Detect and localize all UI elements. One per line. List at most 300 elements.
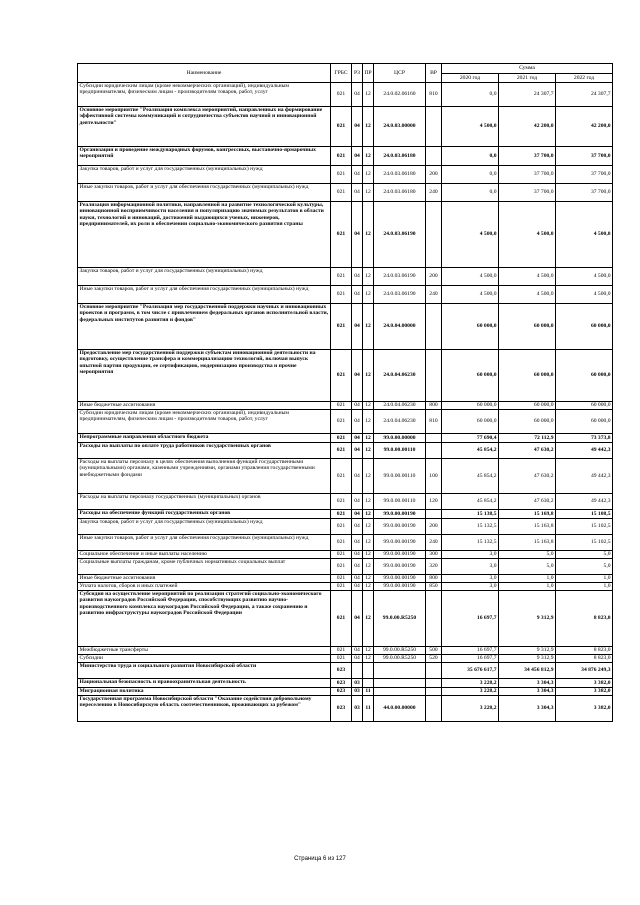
row-pr: 12 <box>363 107 374 147</box>
row-value-2022: 4 500,0 <box>556 286 613 304</box>
row-value-2022: 3 382,0 <box>556 679 613 688</box>
table-row <box>78 655 613 663</box>
row-name: Расходы на обеспечение функций государственных органов <box>78 510 331 519</box>
row-csr: 99.0.00.00110 <box>374 443 426 459</box>
row-pr: 12 <box>363 535 374 551</box>
table-row <box>78 350 613 402</box>
row-value-2020: 0,0 <box>442 147 499 166</box>
row-vr <box>426 688 442 696</box>
row-grbs: 021 <box>331 583 352 591</box>
row-value-2021: 15 163,8 <box>499 535 556 551</box>
row-pr: 12 <box>363 591 374 647</box>
budget-table <box>77 63 613 722</box>
row-pr: 12 <box>363 402 374 410</box>
row-value-2020: 3 228,2 <box>442 688 499 696</box>
row-value-2020: 35 676 617,7 <box>442 663 499 679</box>
row-vr: 800 <box>426 575 442 583</box>
row-value-2021: 60 000,0 <box>499 304 556 350</box>
row-csr: 99.0.00.00190 <box>374 575 426 583</box>
row-csr: 99.0.00.00190 <box>374 510 426 519</box>
row-value-2022: 15 102,5 <box>556 519 613 535</box>
row-name: Непрограммные направления областного бюджета <box>78 434 331 443</box>
row-pr: 12 <box>363 510 374 519</box>
row-csr: 99.0.00.R5250 <box>374 655 426 663</box>
row-name: Расходы на выплаты по оплате труда работников государственных органов <box>78 443 331 459</box>
row-value-2022: 5,0 <box>556 559 613 575</box>
row-grbs: 021 <box>331 575 352 583</box>
row-value-2021: 5,0 <box>499 551 556 559</box>
row-grbs: 023 <box>331 663 352 679</box>
row-value-2022: 8 823,0 <box>556 655 613 663</box>
row-value-2021: 34 456 812,9 <box>499 663 556 679</box>
row-csr: 99.0.00.00110 <box>374 494 426 510</box>
row-rz: 04 <box>352 83 363 107</box>
header-name: Наименование <box>78 64 331 83</box>
table-row <box>78 647 613 655</box>
row-pr: 12 <box>363 459 374 494</box>
row-name: Министерство труда и социального развития Новосибирской области <box>78 663 331 679</box>
row-value-2021: 9 312,9 <box>499 655 556 663</box>
row-csr: 24.0.03.06190 <box>374 202 426 268</box>
row-pr: 12 <box>363 583 374 591</box>
row-value-2021: 1,0 <box>499 575 556 583</box>
row-value-2022: 60 000,0 <box>556 410 613 434</box>
row-vr <box>426 304 442 350</box>
row-rz: 03 <box>352 679 363 688</box>
row-value-2020: 3 228,2 <box>442 679 499 688</box>
table-row <box>78 679 613 688</box>
row-value-2020: 4 500,0 <box>442 202 499 268</box>
row-csr <box>374 663 426 679</box>
row-name: Предоставление мер государственной поддержки субъектам инновационной деятельности на подготовку, осуществление трансфера и коммерциализацию технологий, включая выпуск опытной партии продукции, ее сертификацию, модернизацию производства и прочие мероприятия <box>78 350 331 402</box>
row-value-2020: 3,0 <box>442 583 499 591</box>
header-vr: ВР <box>426 64 442 83</box>
row-csr: 24.0.03.06190 <box>374 268 426 286</box>
row-grbs: 021 <box>331 410 352 434</box>
row-value-2021: 4 500,0 <box>499 268 556 286</box>
row-pr: 12 <box>363 410 374 434</box>
row-rz: 04 <box>352 286 363 304</box>
row-grbs: 021 <box>331 591 352 647</box>
row-grbs: 021 <box>331 147 352 166</box>
row-rz: 03 <box>352 696 363 722</box>
row-grbs: 021 <box>331 184 352 202</box>
row-vr: 810 <box>426 83 442 107</box>
table-row <box>78 107 613 147</box>
row-grbs: 021 <box>331 510 352 519</box>
row-name: Субсидии юридическим лицам (кроме некоммерческих организаций), индивидуальным предпринимателям, физическим лицам - производителям товаров, работ, услуг <box>78 410 331 434</box>
row-value-2020: 60 000,0 <box>442 410 499 434</box>
row-value-2021: 1,0 <box>499 583 556 591</box>
row-vr <box>426 510 442 519</box>
row-name: Закупка товаров, работ и услуг для государственных (муниципальных) нужд <box>78 519 331 535</box>
row-grbs: 021 <box>331 519 352 535</box>
row-name: Расходы на выплаты персоналу государственных (муниципальных) органов <box>78 494 331 510</box>
row-value-2022: 4 500,0 <box>556 268 613 286</box>
row-rz: 04 <box>352 107 363 147</box>
row-rz: 04 <box>352 402 363 410</box>
row-value-2020: 4 500,0 <box>442 286 499 304</box>
row-value-2021: 60 000,0 <box>499 350 556 402</box>
row-rz: 04 <box>352 535 363 551</box>
row-vr <box>426 107 442 147</box>
row-csr: 99.0.00.00190 <box>374 583 426 591</box>
header-year-2022: 2022 год <box>556 74 613 83</box>
row-value-2021: 15 169,8 <box>499 510 556 519</box>
table-row <box>78 166 613 184</box>
row-csr: 24.0.03.06180 <box>374 147 426 166</box>
row-pr <box>363 663 374 679</box>
row-rz <box>352 663 363 679</box>
row-grbs: 023 <box>331 679 352 688</box>
table-row <box>78 459 613 494</box>
row-csr: 24.0.04.06230 <box>374 410 426 434</box>
row-csr: 99.0.00.00000 <box>374 434 426 443</box>
row-value-2022: 37 700,0 <box>556 166 613 184</box>
row-name: Иные бюджетные ассигнования <box>78 402 331 410</box>
row-value-2022: 49 442,3 <box>556 459 613 494</box>
row-pr: 12 <box>363 494 374 510</box>
row-grbs: 021 <box>331 559 352 575</box>
row-grbs: 021 <box>331 443 352 459</box>
table-row <box>78 663 613 679</box>
row-value-2021: 3 304,3 <box>499 696 556 722</box>
row-value-2022: 1,0 <box>556 575 613 583</box>
table-row <box>78 83 613 107</box>
table-row <box>78 583 613 591</box>
row-value-2020: 45 854,2 <box>442 459 499 494</box>
row-name: Субсидии юридическим лицам (кроме некоммерческих организаций), индивидуальным предпринимателям, физическим лицам - производителям товаров, работ, услуг <box>78 83 331 107</box>
table-row <box>78 688 613 696</box>
table-row <box>78 696 613 722</box>
table-header <box>78 64 613 83</box>
row-name: Социальное обеспечение и иные выплаты населению <box>78 551 331 559</box>
row-pr: 12 <box>363 434 374 443</box>
row-pr: 12 <box>363 166 374 184</box>
row-value-2020: 60 000,0 <box>442 304 499 350</box>
row-name: Миграционная политика <box>78 688 331 696</box>
row-value-2020: 60 000,0 <box>442 350 499 402</box>
row-rz: 04 <box>352 202 363 268</box>
row-grbs: 021 <box>331 655 352 663</box>
row-rz: 04 <box>352 166 363 184</box>
row-vr: 100 <box>426 459 442 494</box>
row-grbs: 021 <box>331 350 352 402</box>
row-value-2020: 0,0 <box>442 166 499 184</box>
row-rz: 04 <box>352 350 363 402</box>
row-value-2022: 73 373,8 <box>556 434 613 443</box>
row-rz: 04 <box>352 410 363 434</box>
row-grbs: 021 <box>331 166 352 184</box>
row-pr: 12 <box>363 83 374 107</box>
row-value-2022: 8 823,0 <box>556 591 613 647</box>
table-row <box>78 268 613 286</box>
row-pr: 12 <box>363 575 374 583</box>
row-name: Субсидия на осуществление мероприятий по реализации стратегий социально-экономического развития наукоградов Российской Федерации, способствующих развитию научно-производственного комплекса наукоградов Российской Федерации, а также сохранению и развитию инфраструктуры наукоградов Российской Федерации <box>78 591 331 647</box>
row-rz: 04 <box>352 655 363 663</box>
row-csr: 99.0.00.00190 <box>374 519 426 535</box>
row-name: Субсидии <box>78 655 331 663</box>
row-csr: 99.0.00.00190 <box>374 551 426 559</box>
row-csr: 24.0.04.06230 <box>374 350 426 402</box>
row-name: Реализация информационной политики, направленной на развитие технологической культуры, инновационной восприимчивости населения и популяризацию значимых результатов в области науки, технологий и инноваций, достижений выдающихся ученых, инженеров, предпринимателей, их роли в обеспечении социально-экономического развития страны <box>78 202 331 268</box>
row-value-2020: 3,0 <box>442 559 499 575</box>
row-grbs: 021 <box>331 202 352 268</box>
row-grbs: 021 <box>331 434 352 443</box>
row-rz: 04 <box>352 583 363 591</box>
row-grbs: 021 <box>331 494 352 510</box>
row-value-2020: 3 228,2 <box>442 696 499 722</box>
row-name: Социальные выплаты гражданам, кроме публичных нормативных социальных выплат <box>78 559 331 575</box>
row-rz: 04 <box>352 304 363 350</box>
row-csr: 99.0.00.00190 <box>374 535 426 551</box>
table-row <box>78 410 613 434</box>
row-pr: 12 <box>363 304 374 350</box>
row-name: Закупка товаров, работ и услуг для государственных (муниципальных) нужд <box>78 166 331 184</box>
row-value-2022: 37 700,0 <box>556 184 613 202</box>
row-rz: 04 <box>352 184 363 202</box>
row-name: Национальная безопасность и правоохранительная деятельность <box>78 679 331 688</box>
row-name: Иные закупки товаров, работ и услуг для обеспечения государственных (муниципальных) нужд <box>78 535 331 551</box>
row-value-2021: 4 500,0 <box>499 286 556 304</box>
row-value-2020: 15 138,5 <box>442 510 499 519</box>
row-csr <box>374 688 426 696</box>
row-value-2020: 15 132,5 <box>442 535 499 551</box>
header-csr: ЦСР <box>374 64 426 83</box>
row-pr: 12 <box>363 443 374 459</box>
row-name: Основное мероприятие "Реализация мер государственной поддержки научных и инновационных проектов и программ, в том числе с привлечением федеральных органов исполнительной власти, федеральных институтов развития и фондов" <box>78 304 331 350</box>
table-row <box>78 494 613 510</box>
row-value-2022: 60 000,0 <box>556 304 613 350</box>
row-value-2020: 0,0 <box>442 83 499 107</box>
row-pr: 12 <box>363 559 374 575</box>
page-number: Страница 6 из 127 <box>294 856 346 862</box>
row-vr <box>426 663 442 679</box>
row-value-2021: 47 630,2 <box>499 443 556 459</box>
row-grbs: 021 <box>331 535 352 551</box>
table-body <box>78 83 613 722</box>
row-value-2022: 49 442,3 <box>556 443 613 459</box>
table-row <box>78 304 613 350</box>
row-value-2022: 3 382,0 <box>556 696 613 722</box>
header-sum: Сумма <box>442 64 613 74</box>
row-value-2022: 3 382,0 <box>556 688 613 696</box>
row-value-2020: 45 854,2 <box>442 494 499 510</box>
row-rz: 04 <box>352 147 363 166</box>
row-value-2020: 15 132,5 <box>442 519 499 535</box>
row-value-2021: 9 312,9 <box>499 591 556 647</box>
row-value-2022: 37 700,0 <box>556 147 613 166</box>
row-value-2022: 1,0 <box>556 583 613 591</box>
row-name: Уплата налогов, сборов и иных платежей <box>78 583 331 591</box>
row-value-2022: 4 500,0 <box>556 202 613 268</box>
row-grbs: 021 <box>331 107 352 147</box>
row-pr: 12 <box>363 184 374 202</box>
row-rz: 04 <box>352 494 363 510</box>
row-csr: 24.0.03.06190 <box>374 286 426 304</box>
table-row <box>78 286 613 304</box>
row-pr: 12 <box>363 350 374 402</box>
row-pr: 12 <box>363 286 374 304</box>
row-value-2020: 16 697,7 <box>442 647 499 655</box>
header-year-2020: 2020 год <box>442 74 499 83</box>
row-rz: 04 <box>352 434 363 443</box>
table-row <box>78 519 613 535</box>
row-csr: 24.0.02.06160 <box>374 83 426 107</box>
row-pr: 12 <box>363 268 374 286</box>
row-grbs: 021 <box>331 459 352 494</box>
row-pr <box>363 679 374 688</box>
row-vr <box>426 591 442 647</box>
row-rz: 04 <box>352 519 363 535</box>
table-row <box>78 147 613 166</box>
row-rz: 04 <box>352 268 363 286</box>
row-value-2020: 3,0 <box>442 575 499 583</box>
row-grbs: 023 <box>331 688 352 696</box>
row-vr: 200 <box>426 519 442 535</box>
row-name: Закупка товаров, работ и услуг для государственных (муниципальных) нужд <box>78 268 331 286</box>
row-value-2022: 34 876 249,3 <box>556 663 613 679</box>
row-vr: 240 <box>426 535 442 551</box>
row-rz: 04 <box>352 551 363 559</box>
row-value-2020: 77 690,4 <box>442 434 499 443</box>
row-value-2021: 37 700,0 <box>499 184 556 202</box>
row-rz: 04 <box>352 575 363 583</box>
row-name: Иные закупки товаров, работ и услуг для обеспечения государственных (муниципальных) нужд <box>78 286 331 304</box>
row-csr: 24.0.04.06230 <box>374 402 426 410</box>
row-vr: 300 <box>426 551 442 559</box>
row-value-2021: 72 112,9 <box>499 434 556 443</box>
row-value-2022: 49 442,3 <box>556 494 613 510</box>
row-vr <box>426 679 442 688</box>
row-value-2021: 9 312,9 <box>499 647 556 655</box>
row-name: Организация и проведение международных форумов, конгрессных, выставочно-ярмарочных мероприятий <box>78 147 331 166</box>
row-value-2022: 60 000,0 <box>556 402 613 410</box>
row-csr: 24.0.03.06180 <box>374 166 426 184</box>
row-vr: 500 <box>426 647 442 655</box>
row-value-2020: 16 697,7 <box>442 655 499 663</box>
row-value-2021: 47 630,2 <box>499 494 556 510</box>
row-grbs: 021 <box>331 647 352 655</box>
row-pr: 11 <box>363 696 374 722</box>
row-value-2021: 3 304,3 <box>499 679 556 688</box>
row-vr: 850 <box>426 583 442 591</box>
row-value-2022: 42 200,0 <box>556 107 613 147</box>
row-value-2022: 5,0 <box>556 551 613 559</box>
row-value-2021: 4 500,0 <box>499 202 556 268</box>
row-vr <box>426 696 442 722</box>
row-value-2021: 24 307,7 <box>499 83 556 107</box>
row-pr: 12 <box>363 551 374 559</box>
row-value-2021: 60 000,0 <box>499 402 556 410</box>
row-csr: 24.0.03.00000 <box>374 107 426 147</box>
row-csr: 99.0.00.00110 <box>374 459 426 494</box>
header-year-2021: 2021 год <box>499 74 556 83</box>
table-row <box>78 402 613 410</box>
header-grbs: ГРБС <box>331 64 352 83</box>
row-rz: 04 <box>352 459 363 494</box>
row-value-2022: 8 823,0 <box>556 647 613 655</box>
row-value-2020: 16 697,7 <box>442 591 499 647</box>
row-value-2020: 4 500,0 <box>442 107 499 147</box>
row-value-2021: 60 000,0 <box>499 410 556 434</box>
row-pr: 12 <box>363 519 374 535</box>
row-value-2021: 47 630,2 <box>499 459 556 494</box>
table-row <box>78 202 613 268</box>
row-value-2020: 3,0 <box>442 551 499 559</box>
table-row <box>78 434 613 443</box>
table-row <box>78 184 613 202</box>
row-rz: 04 <box>352 443 363 459</box>
table-row <box>78 535 613 551</box>
row-value-2021: 37 700,0 <box>499 166 556 184</box>
row-value-2022: 15 102,5 <box>556 535 613 551</box>
row-vr <box>426 350 442 402</box>
row-value-2022: 60 000,0 <box>556 350 613 402</box>
row-csr: 99.0.00.R5250 <box>374 647 426 655</box>
row-pr: 12 <box>363 655 374 663</box>
row-value-2021: 5,0 <box>499 559 556 575</box>
row-value-2021: 42 200,0 <box>499 107 556 147</box>
row-vr: 120 <box>426 494 442 510</box>
row-csr <box>374 679 426 688</box>
row-vr <box>426 147 442 166</box>
row-vr: 240 <box>426 286 442 304</box>
row-value-2021: 15 163,8 <box>499 519 556 535</box>
row-grbs: 021 <box>331 286 352 304</box>
row-value-2020: 45 854,2 <box>442 443 499 459</box>
table-row <box>78 551 613 559</box>
row-grbs: 021 <box>331 402 352 410</box>
row-pr: 11 <box>363 688 374 696</box>
row-value-2020: 60 000,0 <box>442 402 499 410</box>
row-csr: 99.0.00.R5250 <box>374 591 426 647</box>
table-row <box>78 443 613 459</box>
row-value-2022: 15 108,5 <box>556 510 613 519</box>
row-vr: 810 <box>426 410 442 434</box>
row-value-2022: 24 307,7 <box>556 83 613 107</box>
row-name: Расходы на выплаты персоналу в целях обеспечения выполнения функций государственными (муниципальными) органами, казенными учреждениями, органами управления государственными внебюджетными фондами <box>78 459 331 494</box>
row-vr <box>426 434 442 443</box>
row-value-2020: 4 500,0 <box>442 268 499 286</box>
row-csr: 44.0.00.00000 <box>374 696 426 722</box>
table-row <box>78 559 613 575</box>
row-grbs: 023 <box>331 696 352 722</box>
row-rz: 03 <box>352 688 363 696</box>
row-value-2021: 3 304,3 <box>499 688 556 696</box>
header-rz: РЗ <box>352 64 363 83</box>
row-pr: 12 <box>363 202 374 268</box>
row-name: Иные бюджетные ассигнования <box>78 575 331 583</box>
row-vr: 320 <box>426 559 442 575</box>
row-grbs: 021 <box>331 551 352 559</box>
table-row <box>78 575 613 583</box>
row-name: Государственная программа Новосибирской области "Оказание содействия добровольному переселению в Новосибирскую область соотечественников, проживающих за рубежом" <box>78 696 331 722</box>
table-row <box>78 510 613 519</box>
row-rz: 04 <box>352 591 363 647</box>
row-csr: 24.0.03.06180 <box>374 184 426 202</box>
table-row <box>78 591 613 647</box>
row-value-2021: 37 700,0 <box>499 147 556 166</box>
row-name: Иные закупки товаров, работ и услуг для обеспечения государственных (муниципальных) нужд <box>78 184 331 202</box>
row-vr: 800 <box>426 402 442 410</box>
row-name: Межбюджетные трансферты <box>78 647 331 655</box>
row-csr: 24.0.04.00000 <box>374 304 426 350</box>
row-grbs: 021 <box>331 83 352 107</box>
row-pr: 12 <box>363 647 374 655</box>
row-name: Основное мероприятие "Реализация комплекса мероприятий, направленных на формирование эффективной системы коммуникаций и сотрудничества субъектов научной и инновационной деятельности" <box>78 107 331 147</box>
header-pr: ПР <box>363 64 374 83</box>
